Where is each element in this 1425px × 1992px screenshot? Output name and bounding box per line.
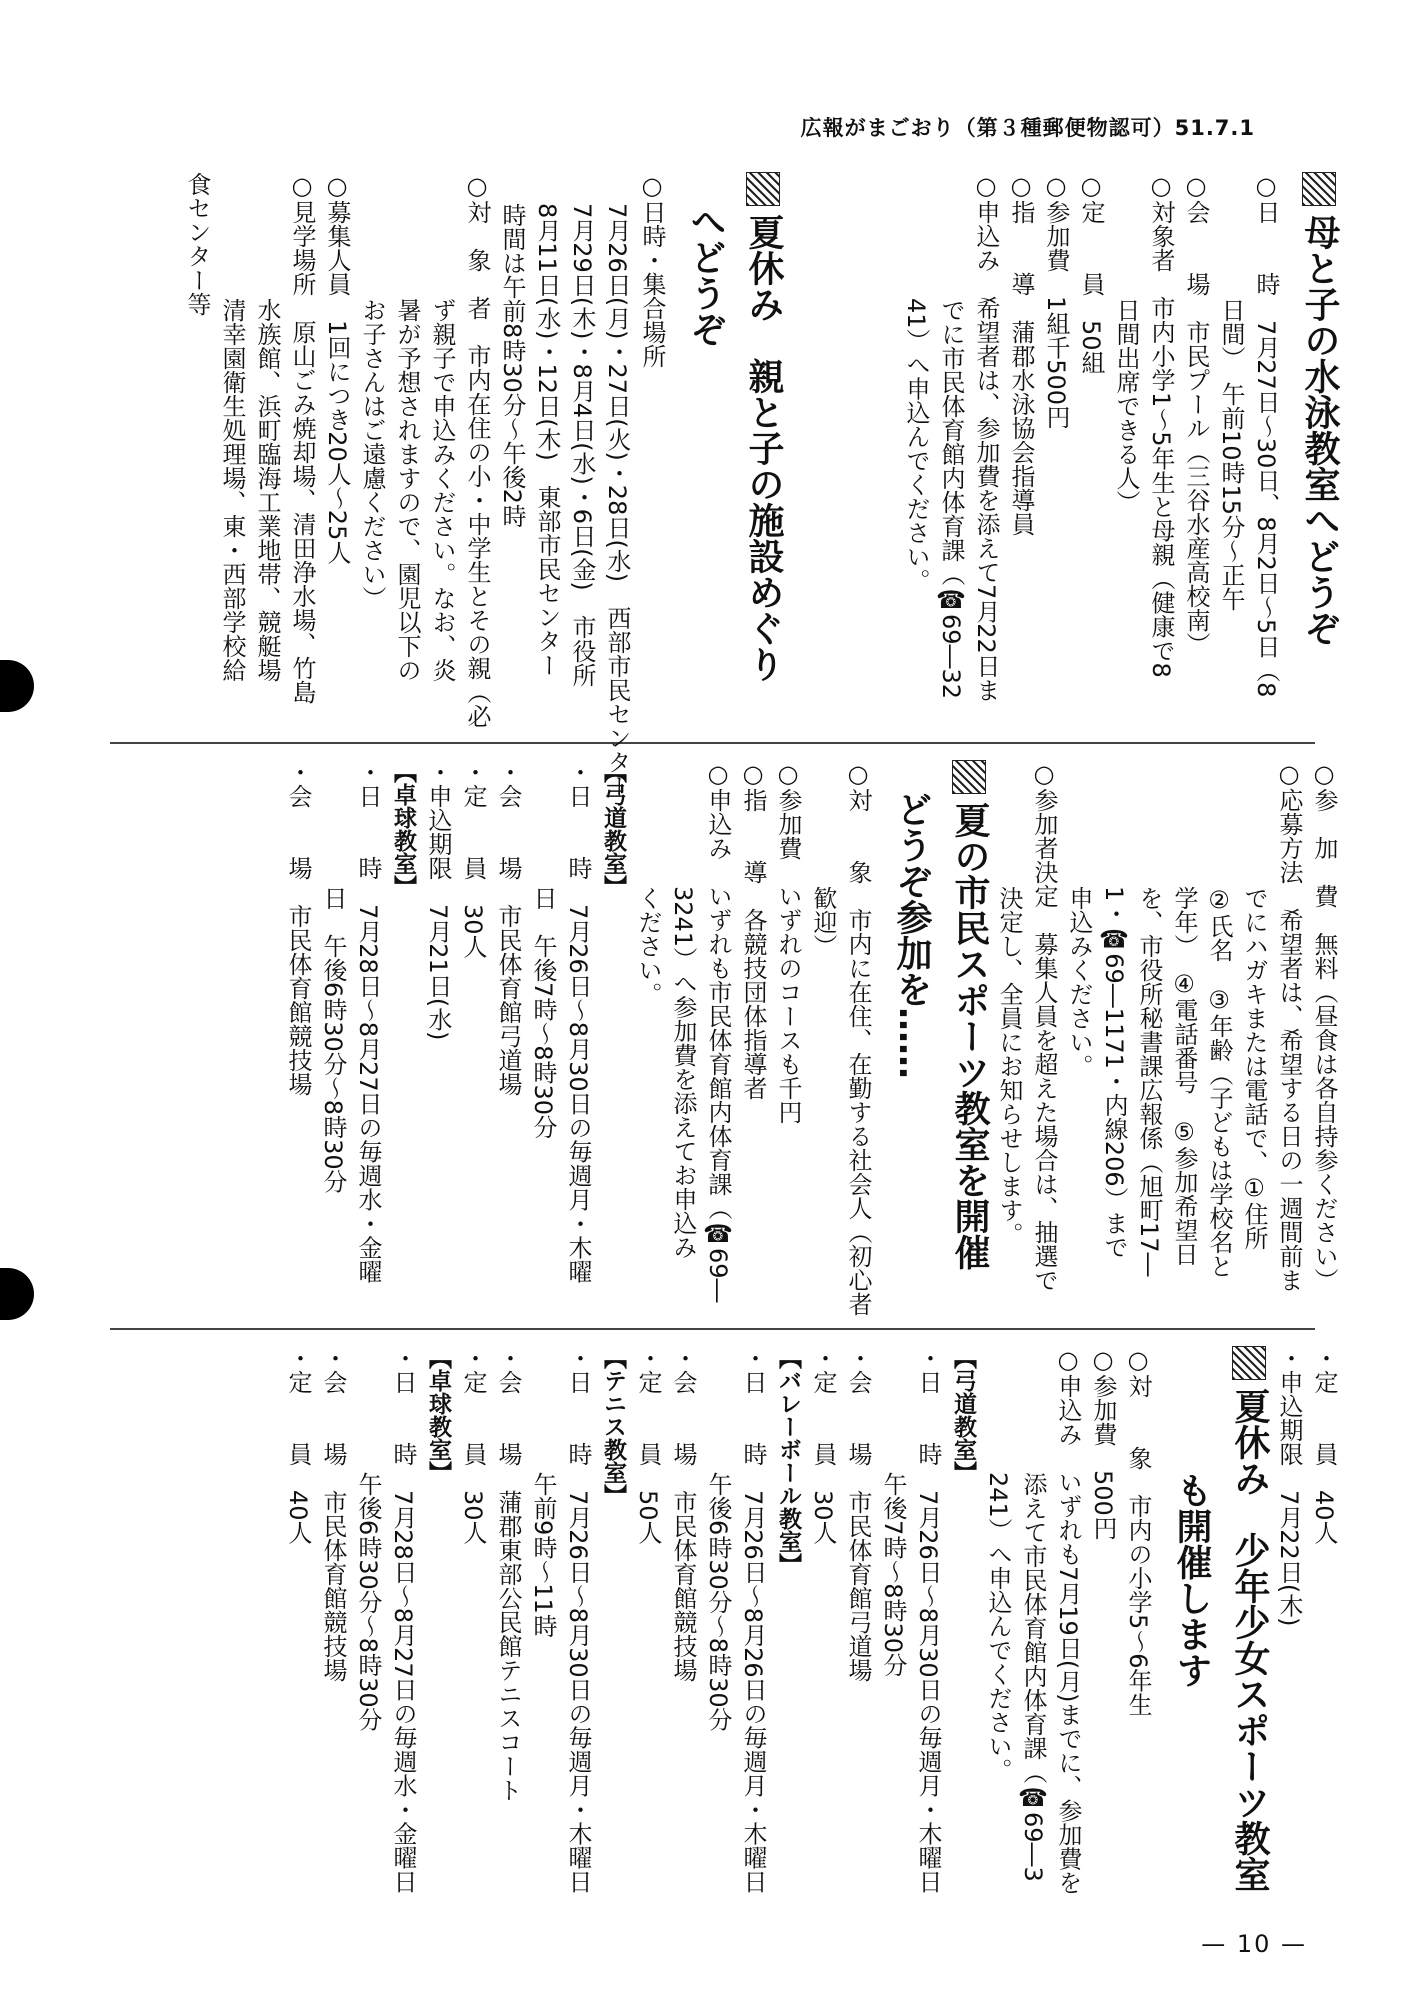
takkyu-line: 日 午後6時30分〜8時30分 bbox=[319, 886, 347, 1194]
section-marker-icon bbox=[746, 172, 780, 206]
sports-line: ○対 象 市内に在住、在勤する社会人（初心者 bbox=[844, 760, 872, 1316]
sports-line: ○申込み いずれも市民体育館内体育課（☎69― bbox=[704, 760, 732, 1303]
sports-line: ○参加費 いずれのコースも千円 bbox=[774, 760, 802, 1124]
kyudo-line: 日 午後7時〜8時30分 bbox=[529, 886, 557, 1140]
kyudo-line: ・定 員 30人 bbox=[459, 760, 487, 959]
tour-line: 暑が予想されますので、園児以下の bbox=[393, 298, 421, 682]
section-marker-icon bbox=[952, 760, 986, 794]
section-marker-icon bbox=[1232, 1346, 1266, 1380]
sports-line: 申込みください。 bbox=[1065, 886, 1093, 1078]
swim-line: ○参加費 1組千500円 bbox=[1042, 172, 1070, 430]
citizen-sports-section bbox=[280, 760, 1341, 1316]
takkyu-line: ・日 時 7月28日〜8月27日の毎週水・金曜 bbox=[354, 760, 382, 1284]
youth-kyudo-line: ・定 員 30人 bbox=[809, 1346, 837, 1545]
tour-line: 水族館、浜町臨海工業地帯、競艇場 bbox=[253, 298, 281, 682]
facility-tour-title-line2: へどうぞ bbox=[685, 203, 726, 347]
sports-line: ○指 導 各競技団体指導者 bbox=[739, 760, 767, 1100]
tour-line: ず親子で申込みください。なお、炎 bbox=[428, 298, 456, 682]
youth-takkyu-line: ・定 員 40人 bbox=[284, 1346, 312, 1545]
youth-kyudo-line: ・会 場 市民体育館弓道場 bbox=[844, 1346, 872, 1682]
sports-line: 3241）へ参加費を添えてお申込み bbox=[669, 886, 697, 1260]
tour-line: ○日時・集合場所 bbox=[638, 172, 666, 368]
youth-line: ・定 員 40人 bbox=[1310, 1346, 1338, 1545]
tour-line: ○募集人員 1回につき20人〜25人 bbox=[323, 172, 351, 565]
sports-line: ○参 加 費 無料（昼食は各自持参ください） bbox=[1310, 760, 1338, 1292]
youth-kyudo-line: 午後7時〜8時30分 bbox=[879, 1472, 907, 1678]
swim-line: ○会 場 市民プール（三谷水産高校南） bbox=[1182, 172, 1210, 656]
swim-line: でに市民体育館内体育課（☎69―32 bbox=[937, 298, 965, 700]
youth-sports-title-line2: も開催します bbox=[1171, 1472, 1212, 1688]
youth-line: ・申込期限 7月22日(木) bbox=[1275, 1346, 1303, 1627]
youth-tennis-line: ・定 員 30人 bbox=[459, 1346, 487, 1545]
facility-tour-title: 夏休み 親と子の施設めぐり bbox=[741, 172, 785, 798]
youth-tennis-heading: 【テニス教室】 bbox=[600, 1346, 626, 1507]
sports-line: ○応募方法 希望者は、希望する日の一週間前ま bbox=[1275, 760, 1303, 1292]
swim-line: ○申込み 希望者は、参加費を添えて7月22日ま bbox=[972, 172, 1000, 702]
youth-volleyball-line: 午後6時30分〜8時30分 bbox=[704, 1472, 732, 1732]
kyudo-class-heading: 【弓道教室】 bbox=[600, 760, 626, 898]
tour-line: 食センター等 bbox=[183, 172, 211, 316]
youth-volleyball-line: ・日 時 7月26日〜8月26日の毎週月・木曜日 bbox=[739, 1346, 767, 1894]
section-divider bbox=[110, 1328, 1315, 1330]
youth-tennis-line: 午前9時〜11時 bbox=[529, 1472, 557, 1638]
tour-line: ○見学場所 原山ごみ焼却場、清田浄水場、竹島 bbox=[288, 172, 316, 704]
swim-class-title: 母と子の水泳教室へどうぞ bbox=[1297, 172, 1341, 702]
youth-kyudo-heading: 【弓道教室】 bbox=[950, 1346, 976, 1484]
youth-kyudo-line: ・日 時 7月26日〜8月30日の毎週月・木曜日 bbox=[914, 1346, 942, 1894]
youth-takkyu-line: ・日 時 7月28日〜8月27日の毎週水・金曜日 bbox=[389, 1346, 417, 1894]
punch-hole-mark bbox=[0, 1268, 34, 1320]
swim-line: 日間出席できる人） bbox=[1112, 298, 1140, 514]
sports-line: ②氏名 ③年齢（子どもは学校名と bbox=[1205, 886, 1233, 1278]
swim-class-section bbox=[898, 172, 1341, 702]
youth-volleyball-heading: 【バレーボール教室】 bbox=[775, 1346, 801, 1576]
tour-line: 7月26日(月)・27日(火)・28日(水) 西部市民センター bbox=[603, 203, 631, 799]
youth-volleyball-line: ・会 場 市民体育館競技場 bbox=[669, 1346, 697, 1682]
facility-tour-section bbox=[179, 172, 785, 798]
sports-line: 決定し、全員にお知らせします。 bbox=[995, 886, 1023, 1246]
swim-line: ○指 導 蒲郡水泳協会指導員 bbox=[1007, 172, 1035, 536]
swim-line: ○定 員 50組 bbox=[1077, 172, 1105, 375]
youth-takkyu-line: 午後6時30分〜8時30分 bbox=[354, 1472, 382, 1732]
sports-line: を、市役所秘書課広報係（旭町17― bbox=[1135, 886, 1163, 1277]
youth-line: ○参加費 500円 bbox=[1089, 1346, 1117, 1540]
youth-takkyu-heading: 【卓球教室】 bbox=[425, 1346, 451, 1484]
swim-line: 41）へ申込んでください。 bbox=[902, 298, 930, 593]
tour-line: 8月11日(水)・12日(木) 東部市民センター bbox=[533, 203, 561, 677]
punch-hole-mark bbox=[0, 660, 34, 712]
sports-line: ○参加者決定 募集人員を超えた場合は、抽選で bbox=[1030, 760, 1058, 1292]
sports-line: 1・☎69―1171・内線206）まで bbox=[1100, 886, 1128, 1259]
sports-line: ください。 bbox=[634, 886, 662, 1006]
takkyu-line: ・会 場 市民体育館競技場 bbox=[284, 760, 312, 1096]
takkyu-class-heading: 【卓球教室】 bbox=[390, 760, 416, 898]
youth-line: ○対 象 市内の小学5〜6年生 bbox=[1124, 1346, 1152, 1717]
youth-line: 添えて市民体育館内体育課（☎69―3 bbox=[1019, 1472, 1047, 1882]
page-number: — 10 — bbox=[1201, 1930, 1307, 1958]
swim-line: ○対象者 市内小学1〜5年生と母親（健康で8 bbox=[1147, 172, 1175, 678]
youth-line: ○申込み いずれも7月19日(月)までに、参加費を bbox=[1054, 1346, 1082, 1895]
youth-takkyu-line: ・会 場 市民体育館競技場 bbox=[319, 1346, 347, 1682]
kyudo-line: ・会 場 市民体育館弓道場 bbox=[494, 760, 522, 1096]
youth-tennis-line: ・会 場 蒲郡東部公民館テニスコート bbox=[494, 1346, 522, 1802]
tour-line: ○対 象 者 市内在住の小・中学生とその親（必 bbox=[463, 172, 491, 728]
kyudo-line: ・日 時 7月26日〜8月30日の毎週月・木曜 bbox=[564, 760, 592, 1284]
kyudo-line: ・申込期限 7月21日(水) bbox=[424, 760, 452, 1041]
youth-sports-title: 夏休み 少年少女スポーツ教室 bbox=[1227, 1346, 1271, 1895]
tour-line: 時間は午前8時30分〜午後2時 bbox=[498, 203, 526, 529]
tour-line: 7月29日(木)・8月4日(水)・6日(金) 市役所 bbox=[568, 203, 596, 687]
sports-line: 歓迎） bbox=[809, 886, 837, 958]
youth-volleyball-line: ・定 員 50人 bbox=[634, 1346, 662, 1545]
section-marker-icon bbox=[1302, 172, 1336, 206]
tour-line: 清幸園衛生処理場、東・西部学校給 bbox=[218, 298, 246, 682]
swim-line: 日間） 午前10時15分〜正午 bbox=[1217, 298, 1245, 612]
sports-line: でにハガキまたは電話で、①住所 bbox=[1240, 886, 1268, 1250]
tour-line: お子さんはご遠慮ください） bbox=[358, 298, 386, 610]
swim-line: ○日 時 7月27日〜30日、8月2日〜5日（8 bbox=[1252, 172, 1280, 698]
citizen-sports-title-line2: どうぞ参加を…… bbox=[891, 791, 932, 1079]
newsletter-header: 広報がまごおり（第３種郵便物認可）51.7.1 bbox=[800, 116, 1255, 140]
sports-line: 学年） ④電話番号 ⑤参加希望日 bbox=[1170, 886, 1198, 1266]
citizen-sports-title: 夏の市民スポーツ教室を開催 bbox=[947, 760, 991, 1316]
youth-tennis-line: ・日 時 7月26日〜8月30日の毎週月・木曜日 bbox=[564, 1346, 592, 1894]
youth-sports-section bbox=[280, 1346, 1341, 1895]
youth-line: 241）へ申込んでください。 bbox=[984, 1472, 1012, 1782]
